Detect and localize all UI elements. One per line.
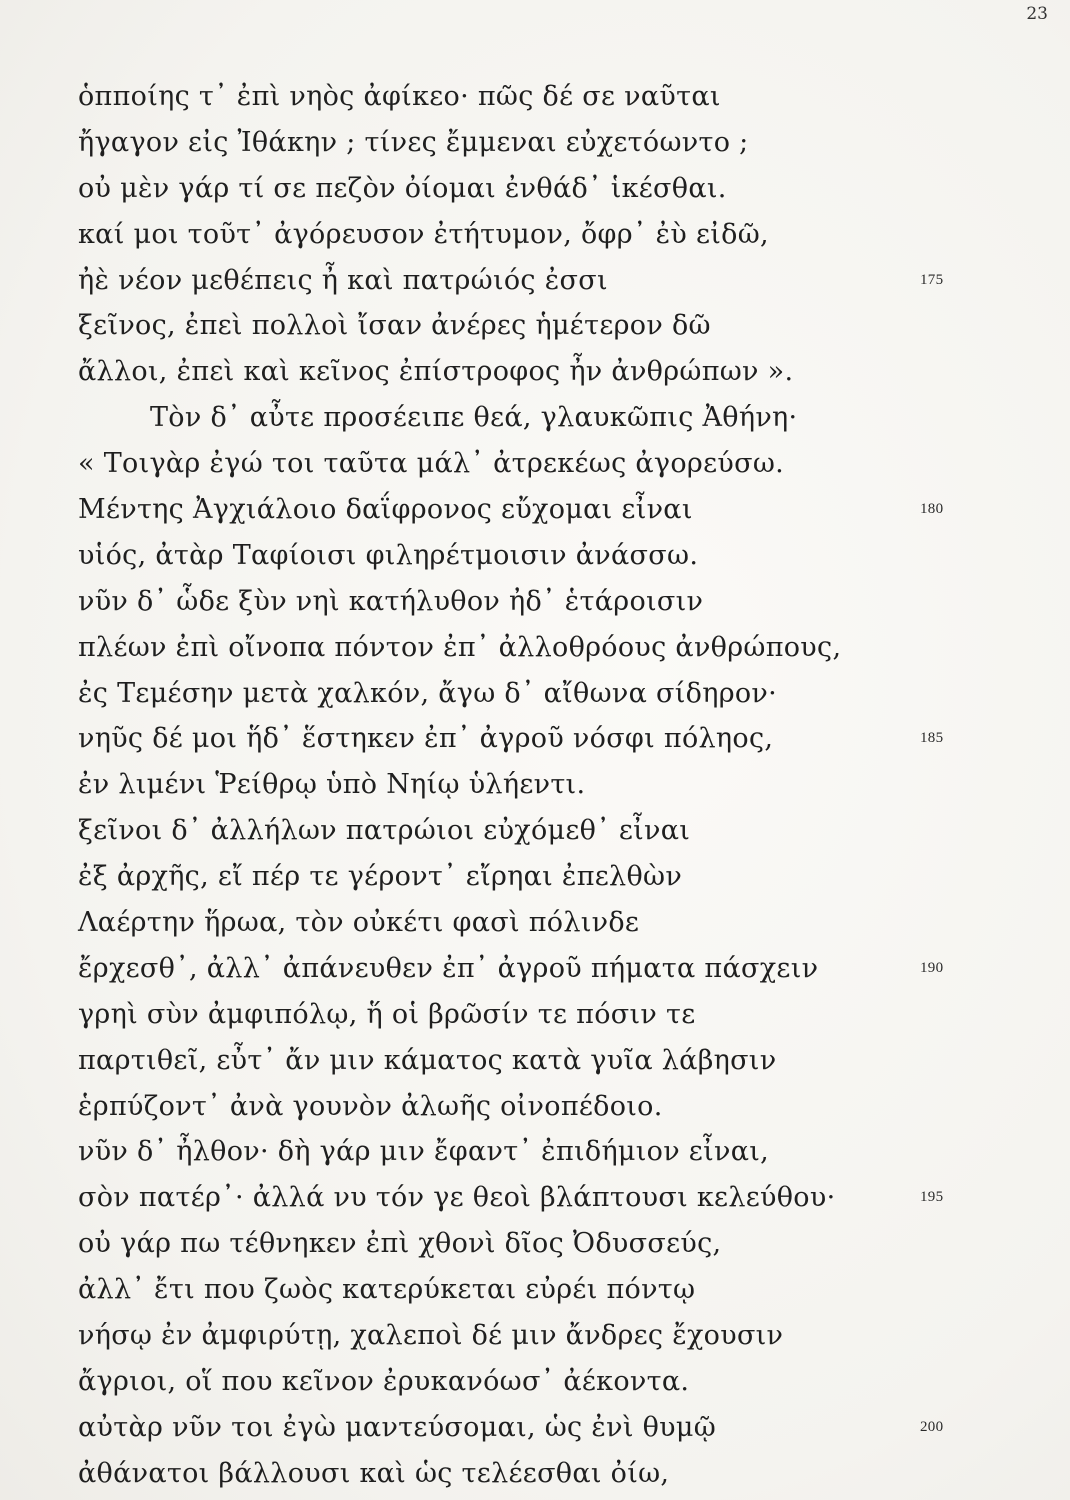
verse-text: ἄγριοι, οἵ που κεῖνον ἐρυκανόωσ᾽ ἀέκοντα.: [78, 1365, 690, 1397]
verse-line: [78, 441, 978, 487]
verse-line: [78, 625, 978, 671]
verse-line: [78, 1084, 978, 1130]
verse-line: [78, 808, 978, 854]
verse-line: [78, 854, 978, 900]
verse-text: ὁπποίης τ᾽ ἐπὶ νηὸς ἀφίκεο· πῶς δέ σε ναῦται: [78, 81, 721, 112]
verse-text: οὐ γάρ πω τέθνηκεν ἐπὶ χθονὶ δῖος Ὀδυσσεύς,: [78, 1228, 722, 1260]
verse-line: [78, 487, 978, 533]
verse-text: ἔρχεσθ᾽, ἀλλ᾽ ἀπάνευθεν ἐπ᾽ ἀγροῦ πήματα πάσχειν: [78, 952, 819, 984]
verse-line: [78, 1129, 978, 1175]
verse-text: ἑρπύζοντ᾽ ἀνὰ γουνὸν ἀλωῆς οἰνοπέδοιο.: [78, 1090, 663, 1122]
verse-text: ἤγαγον εἰς Ἰθάκην ; τίνες ἔμμεναι εὐχετόωντο ;: [78, 126, 749, 158]
verse-line: [78, 212, 978, 258]
verse-line: [78, 900, 978, 946]
verse-text: Τὸν δ᾽ αὖτε προσέειπε θεά, γλαυκῶπις Ἀθήνη·: [150, 402, 798, 434]
verse-line: [78, 258, 978, 304]
line-number: 185: [920, 730, 944, 747]
verse-text: νήσῳ ἐν ἀμφιρύτῃ, χαλεποὶ δέ μιν ἄνδρες ἔχουσιν: [78, 1320, 784, 1352]
verse-line: [78, 762, 978, 808]
verse-line: [78, 74, 978, 120]
verse-text: νηῦς δέ μοι ἥδ᾽ ἕστηκεν ἐπ᾽ ἀγροῦ νόσφι πόληος,: [78, 723, 774, 755]
page-number: 23: [1026, 4, 1048, 24]
poem-text-block: [78, 74, 978, 1497]
verse-text: ἐξ ἀρχῆς, εἴ πέρ τε γέροντ᾽ εἴρηαι ἐπελθὼν: [78, 861, 683, 893]
verse-text: ἐς Τεμέσην μετὰ χαλκόν, ἄγω δ᾽ αἴθωνα σίδηρον·: [78, 677, 778, 709]
verse-text: ἀθάνατοι βάλλουσι καὶ ὡς τελέεσθαι ὀίω,: [78, 1457, 670, 1489]
verse-text: οὐ μὲν γάρ τί σε πεζὸν ὀίομαι ἐνθάδ᾽ ἱκέσθαι.: [78, 172, 727, 204]
verse-text: ἀλλ᾽ ἔτι που ζωὸς κατερύκεται εὐρέι πόντῳ: [78, 1274, 696, 1306]
verse-text: Λαέρτην ἥρωα, τὸν οὐκέτι φασὶ πόλινδε: [78, 907, 640, 939]
verse-text: πλέων ἐπὶ οἴνοπα πόντον ἐπ᾽ ἀλλοθρόους ἀνθρώπους,: [78, 631, 842, 663]
verse-line: [78, 1038, 978, 1084]
verse-line: [78, 1267, 978, 1313]
verse-text: γρηὶ σὺν ἀμφιπόλῳ, ἥ οἱ βρῶσίν τε πόσιν τε: [78, 998, 696, 1030]
verse-text: ἐν λιμένι Ῥείθρῳ ὑπὸ Νηίῳ ὑλήεντι.: [78, 769, 586, 801]
verse-line: [78, 120, 978, 166]
verse-line: [78, 1221, 978, 1267]
line-number: 195: [920, 1189, 944, 1206]
verse-text: « Τοιγὰρ ἐγώ τοι ταῦτα μάλ᾽ ἀτρεκέως ἀγορεύσω.: [78, 448, 785, 480]
verse-line: [78, 395, 978, 441]
verse-text: καί μοι τοῦτ᾽ ἀγόρευσον ἐτήτυμον, ὄφρ᾽ ἐὺ εἰδῶ,: [78, 218, 769, 250]
verse-line: [78, 1175, 978, 1221]
verse-text: ξεῖνος, ἐπεὶ πολλοὶ ἴσαν ἀνέρες ἡμέτερον δῶ: [78, 310, 711, 342]
verse-line: [78, 166, 978, 212]
verse-text: υἱός, ἀτὰρ Ταφίοισι φιληρέτμοισιν ἀνάσσω.: [78, 539, 699, 571]
verse-text: ἠὲ νέον μεθέπεις ἦ καὶ πατρώιός ἐσσι: [78, 264, 608, 296]
line-number: 180: [920, 501, 944, 518]
verse-line: [78, 1405, 978, 1451]
verse-text: νῦν δ᾽ ἦλθον· δὴ γάρ μιν ἔφαντ᾽ ἐπιδήμιον εἶναι,: [78, 1136, 769, 1168]
verse-text: νῦν δ᾽ ὧδε ξὺν νηὶ κατήλυθον ἠδ᾽ ἑτάροισιν: [78, 585, 704, 617]
verse-text: ξεῖνοι δ᾽ ἀλλήλων πατρώιοι εὐχόμεθ᾽ εἶναι: [78, 815, 691, 847]
verse-line: [78, 303, 978, 349]
verse-text: ἄλλοι, ἐπεὶ καὶ κεῖνος ἐπίστροφος ἦν ἀνθρώπων ».: [78, 356, 794, 388]
verse-line: [78, 716, 978, 762]
verse-line: [78, 946, 978, 992]
verse-line: [78, 992, 978, 1038]
verse-text: παρτιθεῖ, εὖτ᾽ ἄν μιν κάματος κατὰ γυῖα λάβησιν: [78, 1044, 777, 1076]
verse-line: [78, 579, 978, 625]
verse-line: [78, 1451, 978, 1497]
verse-line: [78, 533, 978, 579]
verse-text: Μέντης Ἀγχιάλοιο δαΐφρονος εὔχομαι εἶναι: [78, 494, 693, 526]
line-number: 175: [920, 271, 944, 288]
verse-text: αὐτὰρ νῦν τοι ἐγὼ μαντεύσομαι, ὡς ἐνὶ θυμῷ: [78, 1411, 717, 1443]
line-number: 190: [920, 959, 944, 976]
verse-line: [78, 1313, 978, 1359]
verse-line: [78, 671, 978, 717]
verse-line: [78, 1359, 978, 1405]
verse-text: σὸν πατέρ᾽· ἀλλά νυ τόν γε θεοὶ βλάπτουσι κελεύθου·: [78, 1182, 836, 1214]
line-number: 200: [920, 1418, 944, 1435]
verse-line: [78, 349, 978, 395]
